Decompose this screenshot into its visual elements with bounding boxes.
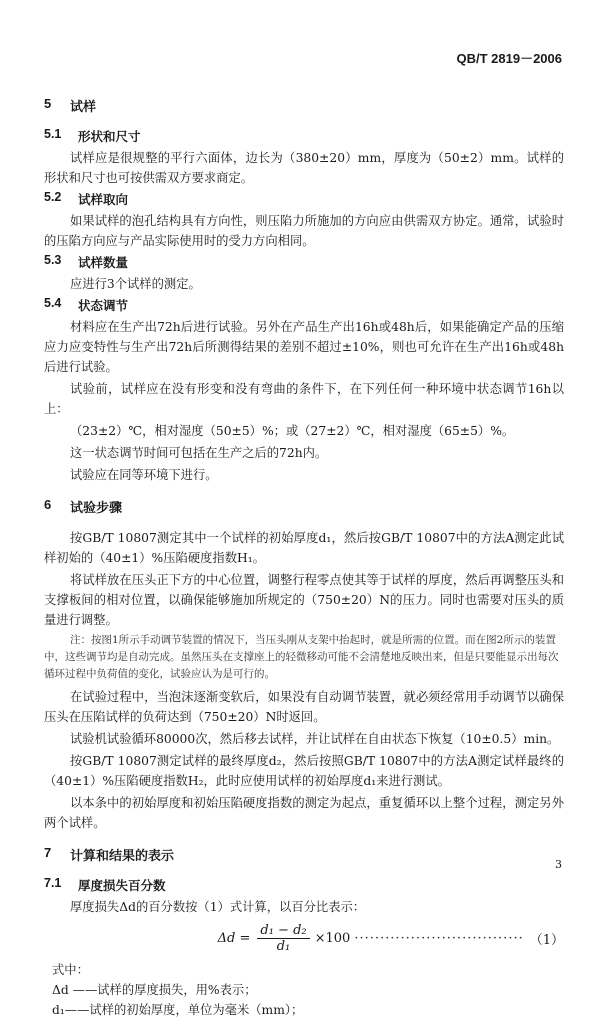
paragraph: 在试验过程中，当泡沫逐渐变软后，如果没有自动调节装置，就必须经常用手动调节以确保压头在压陷试样的负荷达到（750±20）N时返回。 xyxy=(44,690,564,724)
section-number: 5.2 xyxy=(44,190,62,204)
paragraph: 按GB/T 10807测定试样的最终厚度d₂，然后按照GB/T 10807中的方法A测定试样最终的（40±1）%压陷硬度指数H₂，此时应使用试样的初始厚度d₁来进行测试。 xyxy=(44,754,564,788)
formula-numerator: d₁ − d₂ xyxy=(257,923,309,939)
section-title: 试验步骤 xyxy=(70,500,123,515)
section-5-1-heading xyxy=(44,127,564,145)
section-number: 7 xyxy=(44,845,52,860)
section-7-heading xyxy=(44,845,564,864)
section-number: 5.1 xyxy=(44,127,62,141)
paragraph: 厚度损失Δd的百分数按（1）式计算，以百分比表示： xyxy=(70,900,366,914)
section-5-heading xyxy=(44,96,564,115)
page-number: 3 xyxy=(555,858,562,871)
section-5-2-heading xyxy=(44,190,564,208)
formula-leader-dots: ································· xyxy=(354,931,524,946)
formula-multiplier: ×100 xyxy=(314,931,351,946)
paragraph: 试验前，试样应在没有形变和没有弯曲的条件下，在下列任何一种环境中状态调节16h以上： xyxy=(44,382,564,416)
paragraph: 试验应在同等环境下进行。 xyxy=(70,468,218,482)
paragraph: （23±2）℃，相对湿度（50±5）%；或（27±2）℃，相对湿度（65±5）%。 xyxy=(70,424,515,438)
paragraph: 如果试样的泡孔结构具有方向性，则压陷力所施加的方向应由供需双方协定。通常，试验时的压陷方向应与产品实际使用时的受力方向相同。 xyxy=(44,214,564,248)
equation-number: （1） xyxy=(529,933,564,948)
section-6-heading xyxy=(44,497,564,516)
note: 注：按图1所示手动调节装置的情况下，当压头刚从支架中抬起时，就是所需的位置。而在图2所示的装置中，这些调节均是自动完成。虽然压头在支撑座上的轻微移动可能不会清楚地反映出来，但是只要能显示出每次循环过程中负荷值的变化，试验应认为是可行的。 xyxy=(44,634,559,680)
section-title: 厚度损失百分数 xyxy=(78,879,166,893)
section-number: 7.1 xyxy=(44,876,62,890)
definitions-intro: 式中： xyxy=(52,963,89,977)
section-number: 6 xyxy=(44,497,52,512)
formula-denominator: d₁ xyxy=(276,939,291,954)
section-title: 试样 xyxy=(70,99,97,114)
formula-1 xyxy=(44,923,564,954)
section-5-4-heading xyxy=(44,296,564,314)
section-title: 计算和结果的表示 xyxy=(70,848,175,863)
section-title: 试样数量 xyxy=(78,256,129,270)
formula-lhs: Δd = xyxy=(217,931,251,946)
section-7-1-heading xyxy=(44,876,564,894)
section-number: 5 xyxy=(44,96,52,111)
section-title: 状态调节 xyxy=(78,299,129,313)
section-title: 形状和尺寸 xyxy=(78,130,141,144)
section-number: 5.4 xyxy=(44,296,62,310)
paragraph: 材料应在生产出72h后进行试验。另外在产品生产出16h或48h后，如果能确定产品的压缩应力应变特性与生产出72h后所测得结果的差别不超过±10%，则也可允许在生产出16h或48h后进行试验。 xyxy=(44,320,564,374)
paragraph: 这一状态调节时间可包括在生产之后的72h内。 xyxy=(70,446,328,460)
definition-item: Δd ——试样的厚度损失，用%表示； xyxy=(52,983,257,997)
page-content xyxy=(44,96,564,1020)
section-title: 试样取向 xyxy=(78,193,129,207)
paragraph: 以本条中的初始厚度和初始压陷硬度指数的测定为起点，重复循环以上整个过程，测定另外两个试样。 xyxy=(44,796,564,830)
formula-fraction xyxy=(257,923,309,954)
standard-code: QB/T 2819－2006 xyxy=(456,51,562,66)
paragraph: 试样应是很规整的平行六面体，边长为（380±20）mm，厚度为（50±2）mm。试样的形状和尺寸也可按供需双方要求商定。 xyxy=(44,151,564,185)
paragraph: 应进行3个试样的测定。 xyxy=(70,277,201,291)
paragraph: 将试样放在压头正下方的中心位置，调整行程零点使其等于试样的厚度，然后再调整压头和支撑板间的相对位置，以确保能够施加所规定的（750±20）N的压力。同时也需要对压头的质量进行调整。 xyxy=(44,573,564,627)
section-number: 5.3 xyxy=(44,253,62,267)
paragraph: 按GB/T 10807测定其中一个试样的初始厚度d₁，然后按GB/T 10807中的方法A测定此试样初始的（40±1）%压陷硬度指数H₁。 xyxy=(44,531,564,565)
paragraph: 试验机试验循环80000次，然后移去试样，并让试样在自由状态下恢复（10±0.5）min。 xyxy=(70,732,560,746)
section-5-3-heading xyxy=(44,253,564,271)
definition-item: d₁——试样的初始厚度，单位为毫米（mm）； xyxy=(52,1003,304,1017)
